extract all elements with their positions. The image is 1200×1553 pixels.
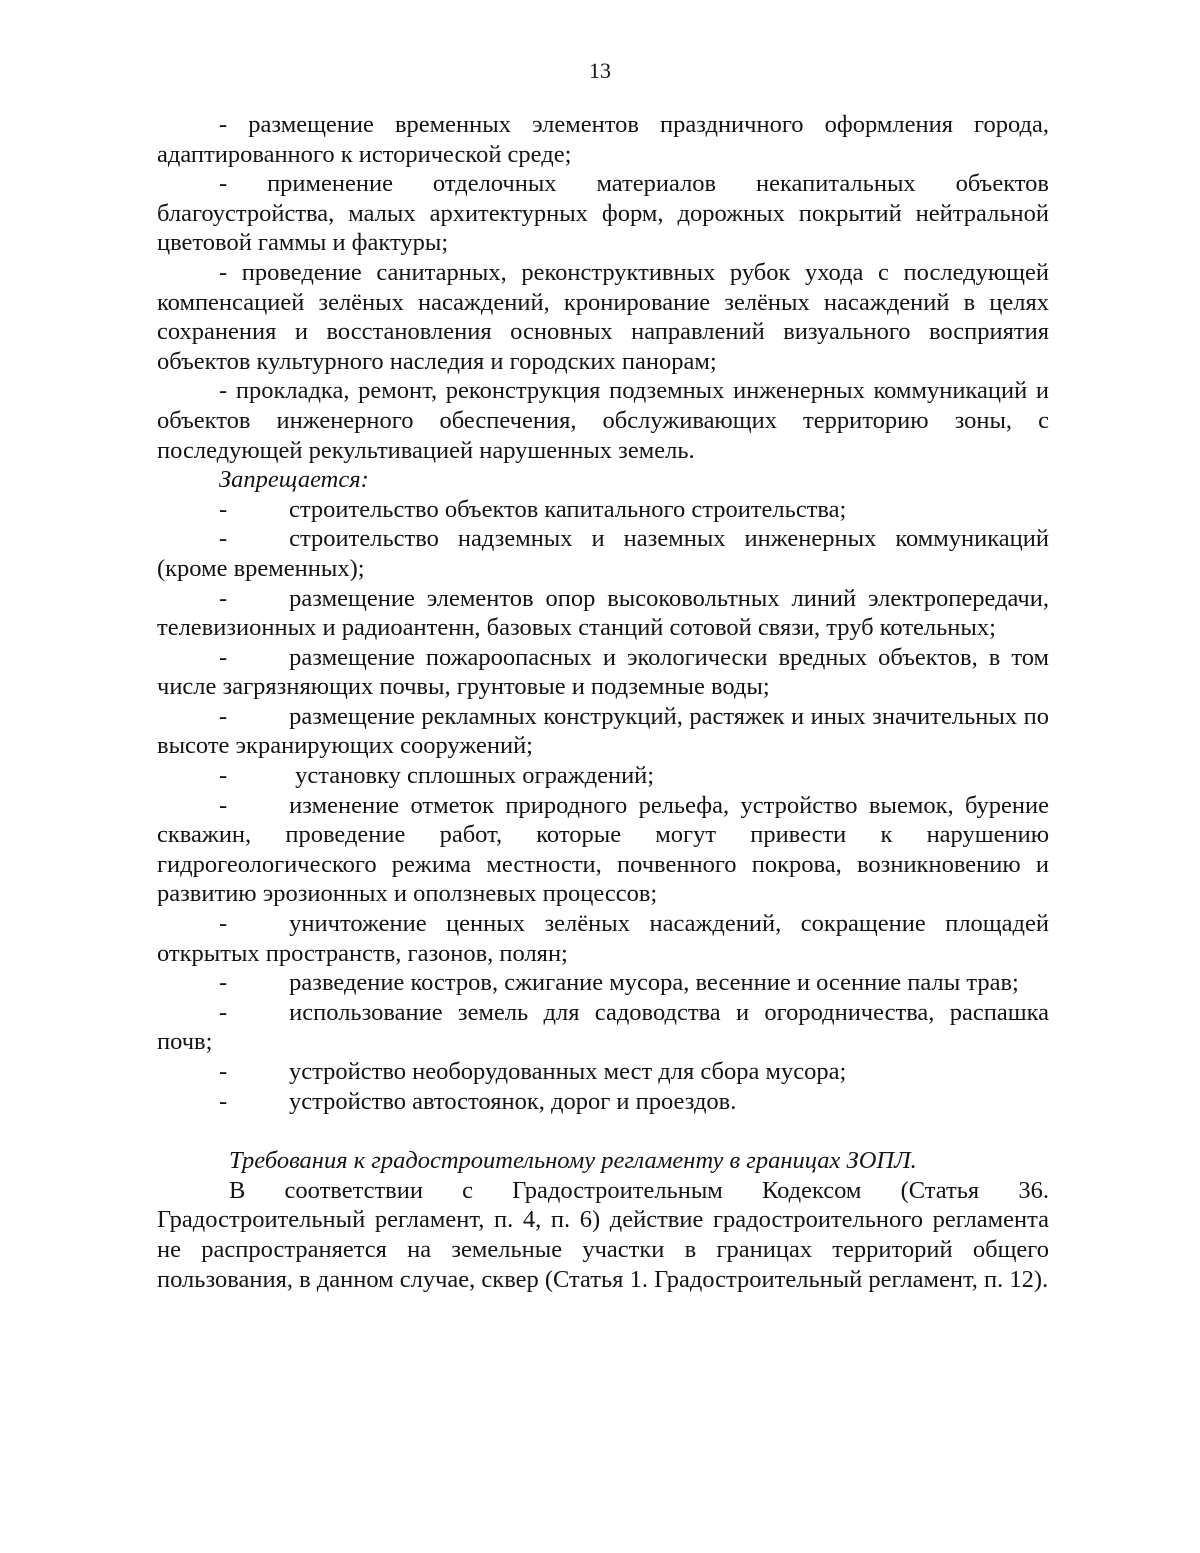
prohibited-item — [157, 1087, 1049, 1117]
requirements-paragraph: В соответствии с Градостроительным Кодексом (Статья 36. Градостроительный регламент, п. 4, п. 6) действие градостроительного регламента не распространяется на земельные участки в границах территорий общего пользования, в данном случае, сквер (Статья 1. Градостроительный регламент, п. 12). — [157, 1176, 1049, 1293]
prohibited-item — [157, 524, 1049, 583]
dash-marker: - — [219, 1087, 228, 1115]
prohibited-item-text: устройство автостоянок, дорог и проездов. — [289, 1087, 737, 1115]
prohibited-item-text: уничтожение ценных зелёных насаждений, сокращение площадей открытых пространств, газонов, полян; — [157, 910, 1049, 967]
dash-marker: - — [219, 910, 228, 938]
prohibited-item-text: использование земель для садоводства и огородничества, распашка почв; — [157, 998, 1049, 1056]
page-number: 13 — [589, 58, 611, 83]
prohibited-item-text: строительство объектов капитального строительства; — [289, 495, 847, 523]
document-body — [157, 110, 1049, 1294]
requirements-title: Требования к градостроительному регламенту в границах ЗОПЛ. — [229, 1147, 917, 1175]
prohibited-item-text: строительство надземных и наземных инженерных коммуникаций (кроме временных); — [157, 525, 1049, 582]
prohibited-item — [157, 702, 1049, 761]
section-spacer — [157, 1116, 1049, 1146]
prohibited-item-text: устройство необорудованных мест для сбора мусора; — [289, 1058, 847, 1085]
allowed-item: - прокладка, ремонт, реконструкция подземных инженерных коммуникаций и объектов инженерного обеспечения, обслуживающих территорию зоны, с последующей рекультивацией нарушенных земель. — [157, 377, 1049, 464]
allowed-item: - применение отделочных материалов некапитальных объектов благоустройства, малых архитектурных форм, дорожных покрытий нейтральной цветовой гаммы и фактуры; — [157, 170, 1049, 257]
prohibited-item-text: изменение отметок природного рельефа, устройство выемок, бурение скважин, проведение работ, которые могут привести к нарушению гидрогеологического режима местности, почвенного покрова, возникновению и развитию эрозионных и оползневых процессов; — [157, 791, 1049, 908]
dash-marker: - — [219, 998, 228, 1026]
dash-marker: - — [219, 643, 228, 671]
prohibited-item-text: разведение костров, сжигание мусора, весенние и осенние палы трав; — [289, 969, 1019, 997]
dash-marker: - — [219, 525, 228, 553]
prohibited-item-text: установку сплошных ограждений; — [289, 762, 655, 790]
prohibited-item — [157, 791, 1049, 909]
allowed-item: - проведение санитарных, реконструктивных рубок ухода с последующей компенсацией зелёных насаждений, кронирование зелёных насаждений в целях сохранения и восстановления основных направлений визуального восприятия объектов культурного наследия и городских панорам; — [157, 258, 1049, 375]
prohibited-item — [157, 968, 1049, 998]
prohibited-item — [157, 761, 1049, 791]
dash-marker: - — [219, 584, 228, 612]
dash-marker: - — [219, 762, 228, 790]
dash-marker: - — [219, 495, 228, 523]
prohibited-item-text: размещение элементов опор высоковольтных линий электропередачи, телевизионных и радиоантенн, базовых станций сотовой связи, труб котельных; — [157, 584, 1049, 642]
dash-marker: - — [219, 791, 228, 819]
allowed-item: - размещение временных элементов праздничного оформления города, адаптированного к исторической среде; — [157, 111, 1049, 168]
prohibited-item — [157, 909, 1049, 968]
prohibited-heading: Запрещается: — [219, 466, 369, 494]
dash-marker: - — [219, 702, 228, 730]
prohibited-item — [157, 643, 1049, 702]
prohibited-item — [157, 1057, 1049, 1087]
prohibited-item-text: размещение рекламных конструкций, растяжек и иных значительных по высоте экранирующих сооружений; — [157, 702, 1049, 760]
prohibited-item — [157, 584, 1049, 643]
prohibited-item — [157, 495, 1049, 525]
prohibited-item-text: размещение пожароопасных и экологически вредных объектов, в том числе загрязняющих почвы, грунтовые и подземные воды; — [157, 643, 1049, 701]
dash-marker: - — [219, 1058, 228, 1085]
dash-marker: - — [219, 969, 228, 997]
prohibited-item — [157, 998, 1049, 1057]
